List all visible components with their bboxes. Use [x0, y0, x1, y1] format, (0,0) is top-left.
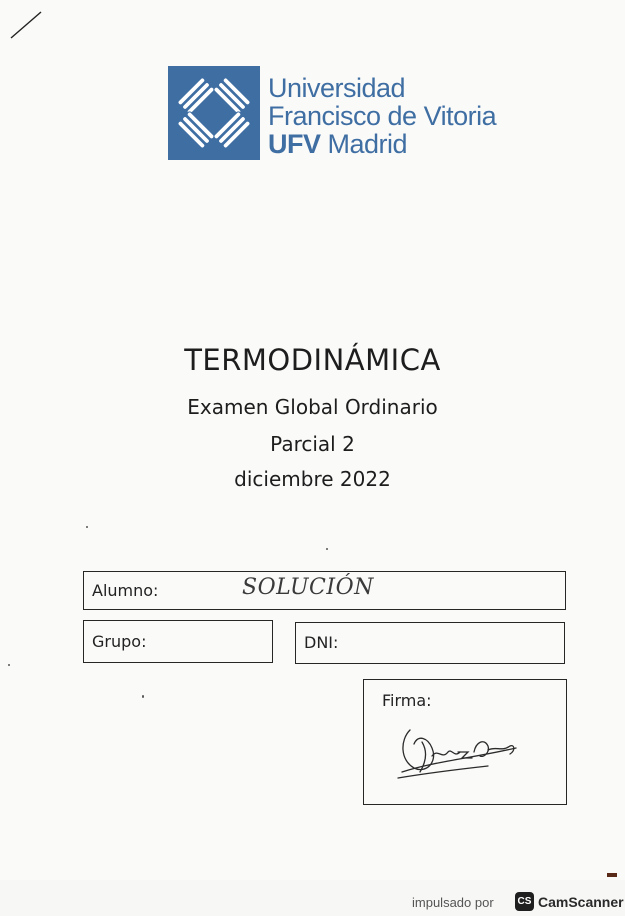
camscanner-name: CamScanner	[538, 894, 624, 910]
dni-label: DNI:	[304, 633, 339, 652]
dni-field[interactable]	[295, 622, 565, 664]
university-name-line-1: Universidad	[268, 73, 406, 103]
scan-speck	[8, 664, 10, 666]
exam-subject-title: TERMODINÁMICA	[184, 343, 441, 377]
pen-stroke-mark	[8, 10, 44, 40]
university-name-line-3	[268, 130, 496, 158]
university-city: Madrid	[327, 129, 408, 159]
university-name-line-2: Francisco de Vitoria	[268, 101, 497, 131]
ufv-acronym: UFV	[268, 129, 321, 159]
alumno-field[interactable]	[83, 571, 566, 610]
scan-speck	[326, 548, 328, 550]
camscanner-icon: CS	[515, 892, 534, 911]
exam-part: Parcial 2	[270, 432, 355, 456]
grupo-label: Grupo:	[92, 632, 147, 651]
powered-by-text: impulsado por	[412, 895, 494, 910]
firma-field[interactable]	[363, 679, 567, 805]
university-name	[268, 74, 496, 158]
alumno-handwritten-value: SOLUCIÓN	[242, 575, 374, 600]
university-logo-icon	[168, 66, 260, 160]
scanner-watermark	[0, 880, 625, 916]
exam-type: Examen Global Ordinario	[187, 395, 438, 419]
signature-icon	[392, 722, 522, 782]
scan-speck	[142, 695, 144, 698]
alumno-label: Alumno:	[92, 581, 159, 600]
firma-label: Firma:	[382, 691, 432, 710]
scan-speck	[86, 526, 88, 528]
page-edge-mark	[607, 873, 617, 877]
exam-date: diciembre 2022	[234, 467, 391, 491]
grupo-field[interactable]	[83, 620, 273, 663]
